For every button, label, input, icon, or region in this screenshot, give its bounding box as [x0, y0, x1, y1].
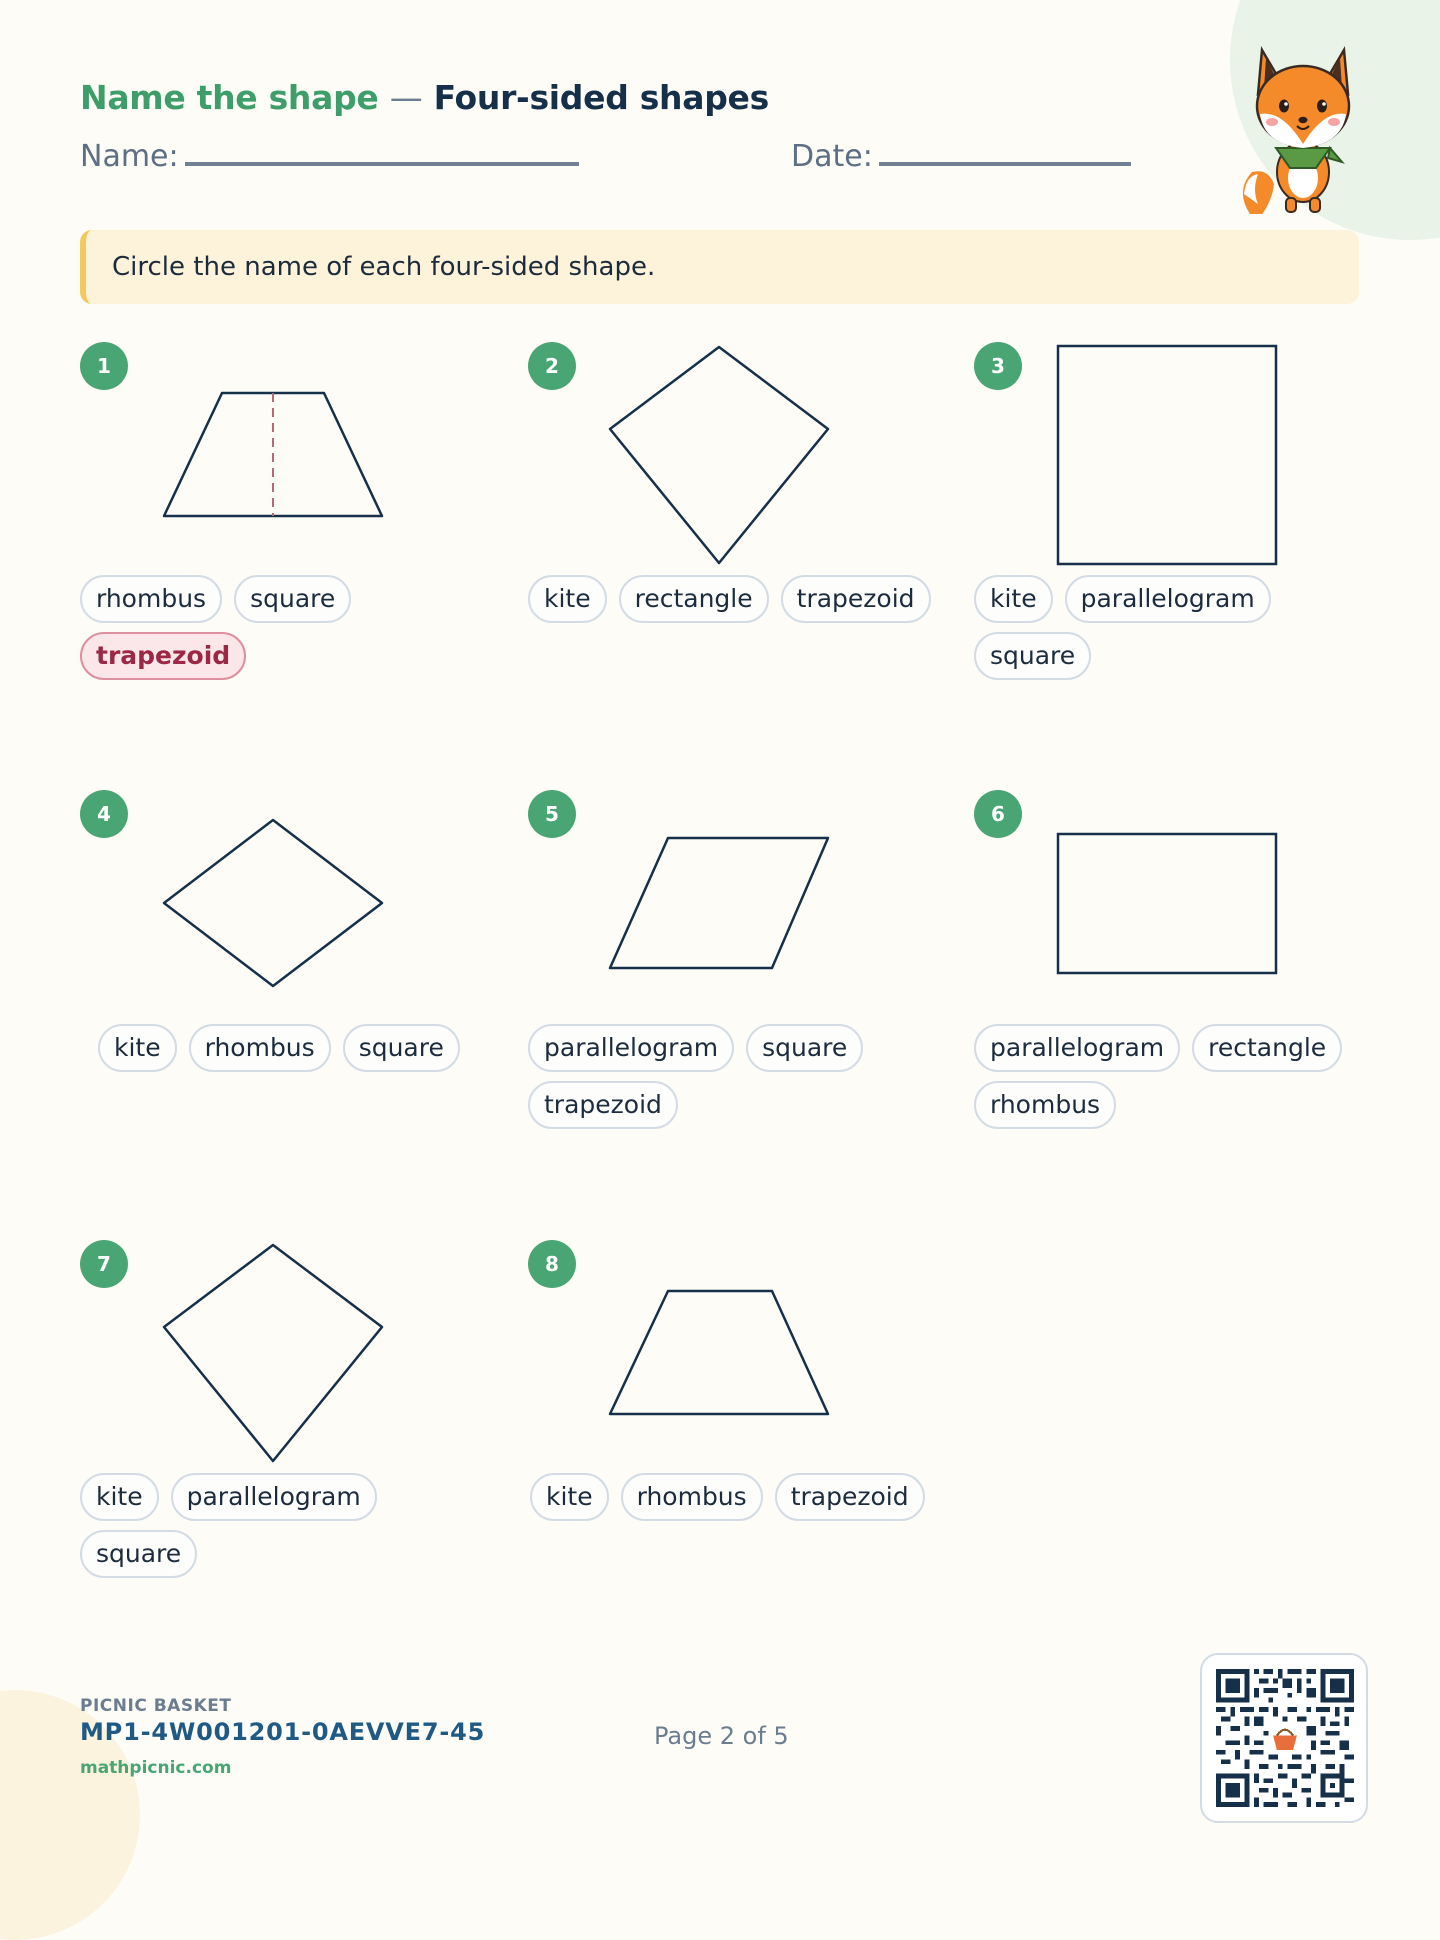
name-write-line[interactable] — [185, 162, 579, 166]
problem-8 — [528, 1240, 968, 1660]
parallelogram-shape — [528, 790, 968, 1030]
option-trapezoid[interactable]: trapezoid — [528, 1081, 678, 1129]
date-label: Date: — [791, 139, 873, 174]
option-rhombus[interactable]: rhombus — [80, 575, 222, 623]
option-trapezoid[interactable]: trapezoid — [775, 1473, 925, 1521]
problem-4 — [80, 790, 520, 1210]
problem-number-badge: 5 — [528, 790, 576, 838]
fox-mascot-icon — [1238, 44, 1368, 214]
problem-3 — [974, 342, 1414, 762]
problem-5 — [528, 790, 968, 1210]
answer-options — [974, 575, 1384, 680]
answer-options — [528, 1024, 938, 1129]
name-label: Name: — [80, 139, 179, 174]
option-parallelogram[interactable]: parallelogram — [1065, 575, 1271, 623]
answer-options — [98, 1024, 508, 1072]
problem-number-badge: 4 — [80, 790, 128, 838]
footer-site-link[interactable]: mathpicnic.com — [80, 1758, 232, 1778]
option-rhombus[interactable]: rhombus — [621, 1473, 763, 1521]
option-rhombus[interactable]: rhombus — [189, 1024, 331, 1072]
problem-number-badge: 1 — [80, 342, 128, 390]
option-trapezoid[interactable]: trapezoid — [781, 575, 931, 623]
page-number: Page 2 of 5 — [654, 1722, 789, 1750]
answer-options — [530, 1473, 970, 1521]
option-kite[interactable]: kite — [974, 575, 1053, 623]
option-parallelogram[interactable]: parallelogram — [171, 1473, 377, 1521]
option-trapezoid-selected[interactable]: trapezoid — [80, 632, 246, 680]
page-title — [80, 78, 769, 117]
date-field — [791, 139, 1131, 174]
option-square[interactable]: square — [234, 575, 351, 623]
option-square[interactable]: square — [80, 1530, 197, 1578]
date-write-line[interactable] — [879, 162, 1131, 166]
trapezoid-shape — [528, 1240, 968, 1480]
worksheet-code: MP1-4W001201-0AEVVE7-45 — [80, 1718, 486, 1746]
option-kite[interactable]: kite — [530, 1473, 609, 1521]
qr-code-icon — [1216, 1669, 1354, 1807]
option-kite[interactable]: kite — [80, 1473, 159, 1521]
kite-shape — [80, 1240, 520, 1480]
problem-7 — [80, 1240, 520, 1660]
answer-options — [80, 575, 490, 680]
name-field — [80, 139, 579, 174]
answer-options — [974, 1024, 1384, 1129]
trapezoid-shape — [80, 342, 520, 582]
title-separator: — — [389, 78, 423, 117]
option-rectangle[interactable]: rectangle — [619, 575, 769, 623]
square-shape — [974, 342, 1414, 582]
option-rectangle[interactable]: rectangle — [1192, 1024, 1342, 1072]
option-kite[interactable]: kite — [98, 1024, 177, 1072]
answer-options — [528, 575, 938, 623]
rectangle-shape — [974, 790, 1414, 1030]
problem-2 — [528, 342, 968, 762]
instruction-banner: Circle the name of each four-sided shape. — [80, 230, 1359, 304]
rhombus-shape — [80, 790, 520, 1030]
title-subtitle: Four-sided shapes — [433, 78, 769, 117]
option-rhombus[interactable]: rhombus — [974, 1081, 1116, 1129]
option-kite[interactable]: kite — [528, 575, 607, 623]
option-square[interactable]: square — [746, 1024, 863, 1072]
problem-1 — [80, 342, 520, 762]
problem-number-badge: 8 — [528, 1240, 576, 1288]
title-topic: Name the shape — [80, 78, 379, 117]
option-parallelogram[interactable]: parallelogram — [974, 1024, 1180, 1072]
footer-brand: PICNIC BASKET — [80, 1696, 232, 1716]
option-square[interactable]: square — [974, 632, 1091, 680]
problem-number-badge: 2 — [528, 342, 576, 390]
problem-number-badge: 6 — [974, 790, 1022, 838]
problem-number-badge: 7 — [80, 1240, 128, 1288]
problem-number-badge: 3 — [974, 342, 1022, 390]
option-parallelogram[interactable]: parallelogram — [528, 1024, 734, 1072]
qr-code-card — [1200, 1653, 1368, 1823]
problem-6 — [974, 790, 1414, 1210]
option-square[interactable]: square — [343, 1024, 460, 1072]
kite-shape — [528, 342, 968, 582]
answer-options — [80, 1473, 490, 1578]
